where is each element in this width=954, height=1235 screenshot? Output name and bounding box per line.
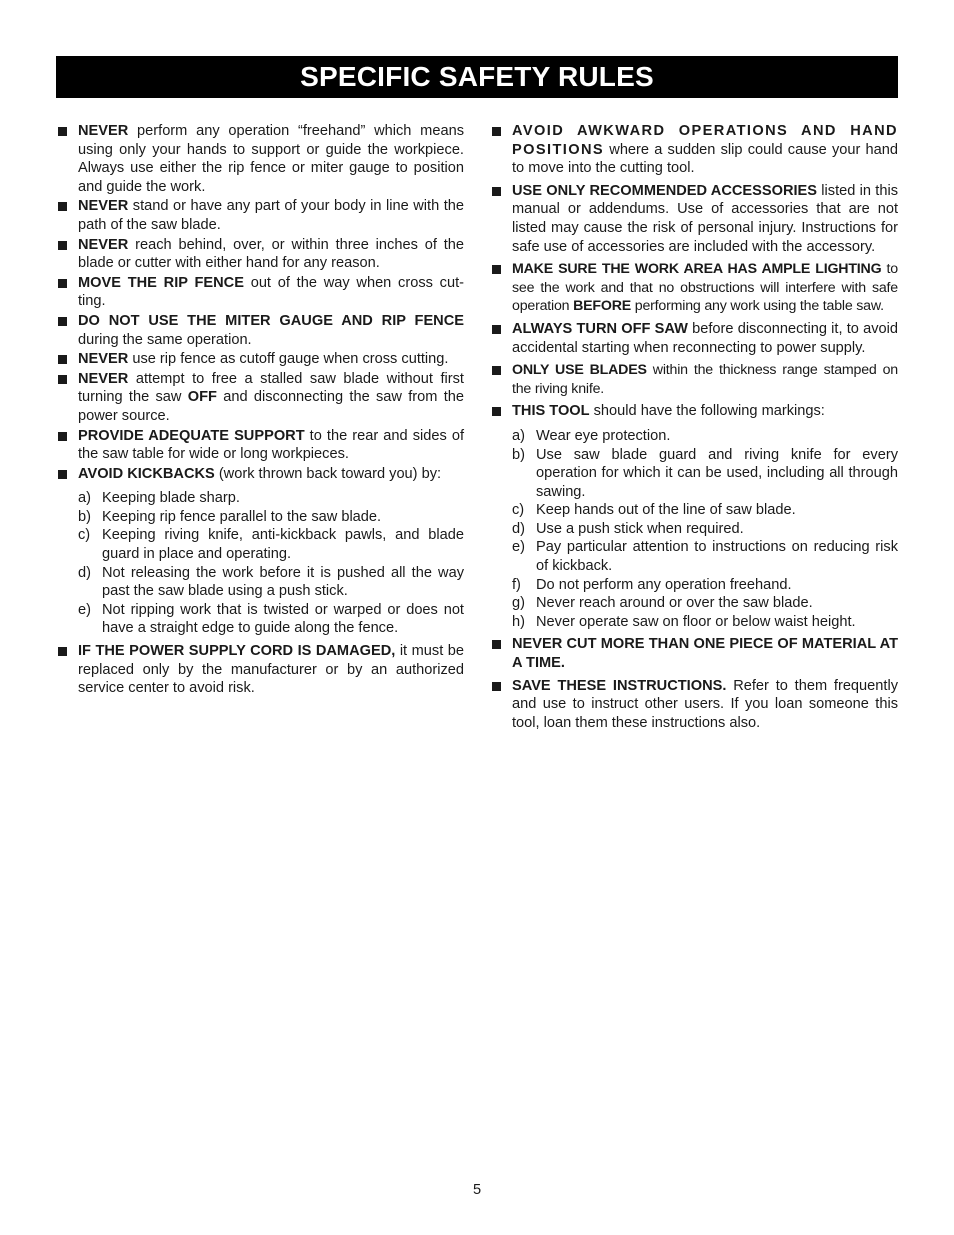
- rule-awkward-operations: [490, 122, 898, 178]
- list-item: [78, 564, 464, 601]
- right-column: [490, 122, 898, 736]
- list-letter: f): [512, 576, 521, 593]
- rule-text: stand or have any part of your body in line with the path of the saw blade.: [78, 198, 464, 233]
- rule-text: to see the work and that no obstructions will interfere with safe operation: [512, 261, 898, 315]
- list-letter: a): [512, 427, 525, 444]
- rule-keyword: NEVER: [78, 370, 129, 387]
- rule-keyword: AVOID AWKWARD OPERATIONS AND HAND POSITIONS: [512, 123, 898, 158]
- list-letter: a): [78, 490, 91, 507]
- rule-keyword: NEVER CUT MORE THAN ONE PIECE OF MATERIAL AT A TIME.: [512, 636, 898, 672]
- rule-keyword: DO NOT USE THE MITER GAUGE AND RIP FENCE: [78, 312, 464, 329]
- rule-text: (work thrown back toward you) by:: [214, 465, 442, 482]
- rule-text: reach behind, over, or within three inches of the blade or cutter with either hand for any reason.: [78, 236, 464, 272]
- list-item: [512, 427, 898, 446]
- square-bullet-icon: [58, 279, 67, 288]
- rule-keyword: NEVER: [78, 351, 129, 368]
- rule-text: and disconnecting the saw from the power source.: [78, 389, 464, 424]
- rule-only-use-blades: [490, 361, 898, 398]
- markings-sublist: [512, 427, 898, 632]
- rule-text: before disconnecting it, to avoid accidental starting when reconnecting to power supply.: [512, 320, 898, 356]
- rule-text: attempt to free a stalled saw blade without first turning the saw: [78, 370, 464, 406]
- rule-keyword-before: BEFORE: [573, 298, 632, 315]
- list-text: Never reach around or over the saw blade.: [536, 595, 813, 612]
- rule-keyword: NEVER: [78, 123, 129, 139]
- square-bullet-icon: [58, 470, 67, 479]
- rule-text: where a sudden slip could cause your hand to move into the cutting tool.: [512, 141, 898, 177]
- square-bullet-icon: [58, 317, 67, 326]
- list-item: [512, 520, 898, 539]
- square-bullet-icon: [492, 265, 501, 274]
- square-bullet-icon: [492, 682, 501, 691]
- list-item: [512, 501, 898, 520]
- list-letter: b): [78, 508, 91, 525]
- list-item: [512, 594, 898, 613]
- list-text: Never operate saw on floor or below waist height.: [536, 613, 856, 630]
- rule-text: within the thickness range stamped on the riving knife.: [512, 362, 898, 397]
- square-bullet-icon: [58, 375, 67, 384]
- left-rules-list: [56, 122, 464, 698]
- rule-keyword: NEVER: [78, 236, 129, 253]
- list-letter: d): [512, 520, 525, 537]
- list-letter: b): [512, 446, 525, 463]
- rule-keyword: IF THE POWER SUPPLY CORD IS DAMAGED,: [78, 643, 396, 660]
- list-item: [512, 576, 898, 595]
- rule-save-instructions: [490, 677, 898, 733]
- square-bullet-icon: [492, 640, 501, 649]
- list-letter: e): [512, 539, 525, 556]
- rule-text: perform any operation “freehand” which means using only your hands to support or guide the workpiece. Always use either the rip fence or miter gauge to position and guide the work.: [78, 123, 464, 195]
- list-text: Do not perform any operation freehand.: [536, 576, 792, 593]
- page-number: 5: [472, 1182, 482, 1198]
- list-item: [512, 538, 898, 575]
- square-bullet-icon: [492, 325, 501, 334]
- kickback-sublist: [78, 489, 464, 638]
- rule-never-cutoff-gauge: [56, 350, 464, 369]
- rule-text: should have the following markings:: [589, 403, 825, 420]
- rule-turn-off-saw: [490, 320, 898, 357]
- square-bullet-icon: [58, 432, 67, 441]
- rule-never-stand-in-line: [56, 197, 464, 234]
- rule-text: to the rear and sides of the saw table for wide or long workpieces.: [78, 427, 464, 463]
- square-bullet-icon: [492, 366, 501, 375]
- list-letter: d): [78, 564, 91, 581]
- rule-keyword: THIS TOOL: [512, 403, 590, 420]
- square-bullet-icon: [58, 202, 67, 211]
- rule-stalled-blade: [56, 370, 464, 426]
- list-text: Pay particular attention to instructions on reducing risk of kickback.: [536, 539, 898, 575]
- rule-ample-lighting: [490, 260, 898, 316]
- list-item: [78, 601, 464, 638]
- rule-keyword-off: OFF: [187, 389, 217, 406]
- rule-keyword: NEVER: [78, 198, 129, 215]
- rule-keyword: MOVE THE RIP FENCE: [78, 274, 244, 291]
- rule-keyword: PROVIDE ADEQUATE SUPPORT: [78, 427, 305, 444]
- square-bullet-icon: [58, 355, 67, 364]
- rule-text: performing any work using the table saw.: [631, 298, 884, 315]
- list-item: [512, 446, 898, 502]
- list-letter: e): [78, 601, 91, 618]
- list-item: [78, 489, 464, 508]
- rule-avoid-kickbacks: [56, 465, 464, 638]
- square-bullet-icon: [58, 127, 67, 136]
- right-rules-list: [490, 122, 898, 732]
- square-bullet-icon: [58, 241, 67, 250]
- list-letter: g): [512, 595, 525, 612]
- rule-miter-and-fence: [56, 312, 464, 349]
- square-bullet-icon: [492, 127, 501, 136]
- rule-text: listed in this manual or addendums. Use of accessories that are not listed may cause the risk of personal injury. Instructions for safe use of accessories are included with the accessory.: [512, 182, 898, 255]
- list-text: Not releasing the work before it is pushed all the way past the saw blade using a push stick.: [102, 564, 464, 600]
- rule-never-reach-behind: [56, 236, 464, 273]
- rule-keyword: AVOID KICKBACKS: [78, 465, 215, 482]
- square-bullet-icon: [492, 407, 501, 416]
- rule-text: out of the way when cross cut-ting.: [78, 274, 464, 310]
- rule-keyword: ONLY USE BLADES: [512, 362, 647, 379]
- rule-one-piece-at-a-time: [490, 635, 898, 672]
- square-bullet-icon: [58, 647, 67, 656]
- list-letter: c): [78, 527, 91, 544]
- rule-power-cord-damaged: [56, 642, 464, 698]
- rule-tool-markings: [490, 402, 898, 631]
- rule-adequate-support: [56, 427, 464, 464]
- list-letter: h): [512, 613, 525, 630]
- title-banner: [56, 56, 898, 98]
- list-text: Keeping blade sharp.: [102, 490, 240, 507]
- rule-move-rip-fence: [56, 274, 464, 311]
- rule-recommended-accessories: [490, 182, 898, 256]
- list-text: Not ripping work that is twisted or warped or does not have a straight edge to guide along the fence.: [102, 601, 464, 637]
- list-item: [78, 508, 464, 527]
- rule-keyword: SAVE THESE INSTRUCTIONS.: [512, 677, 727, 694]
- list-text: Keep hands out of the line of saw blade.: [536, 502, 796, 519]
- rule-keyword: MAKE SURE THE WORK AREA HAS AMPLE LIGHTING: [512, 261, 882, 278]
- list-text: Keeping riving knife, anti-kickback pawls, and blade guard in place and operating.: [102, 527, 464, 563]
- rule-keyword: ALWAYS TURN OFF SAW: [512, 320, 688, 337]
- list-text: Keeping rip fence parallel to the saw blade.: [102, 508, 382, 525]
- list-letter: c): [512, 502, 525, 519]
- page-title: SPECIFIC SAFETY RULES: [300, 61, 654, 92]
- rule-text: Refer to them frequently and use to instruct other users. If you loan someone this tool, loan them these instructions also.: [512, 677, 898, 731]
- rule-text: it must be replaced only by the manufacturer or by an authorized service center to avoid risk.: [78, 643, 464, 697]
- rule-keyword: USE ONLY RECOMMENDED ACCESSORIES: [512, 182, 818, 199]
- square-bullet-icon: [492, 187, 501, 196]
- list-text: Use saw blade guard and riving knife for every operation for which it can be used, including all through sawing.: [536, 446, 898, 500]
- rule-text: use rip fence as cutoff gauge when cross cutting.: [128, 351, 449, 368]
- rule-text: during the same operation.: [78, 331, 252, 348]
- list-item: [512, 613, 898, 632]
- list-text: Use a push stick when required.: [536, 520, 744, 537]
- list-item: [78, 526, 464, 563]
- rule-never-freehand: [56, 122, 464, 196]
- left-column: [56, 122, 464, 699]
- list-text: Wear eye protection.: [536, 427, 671, 444]
